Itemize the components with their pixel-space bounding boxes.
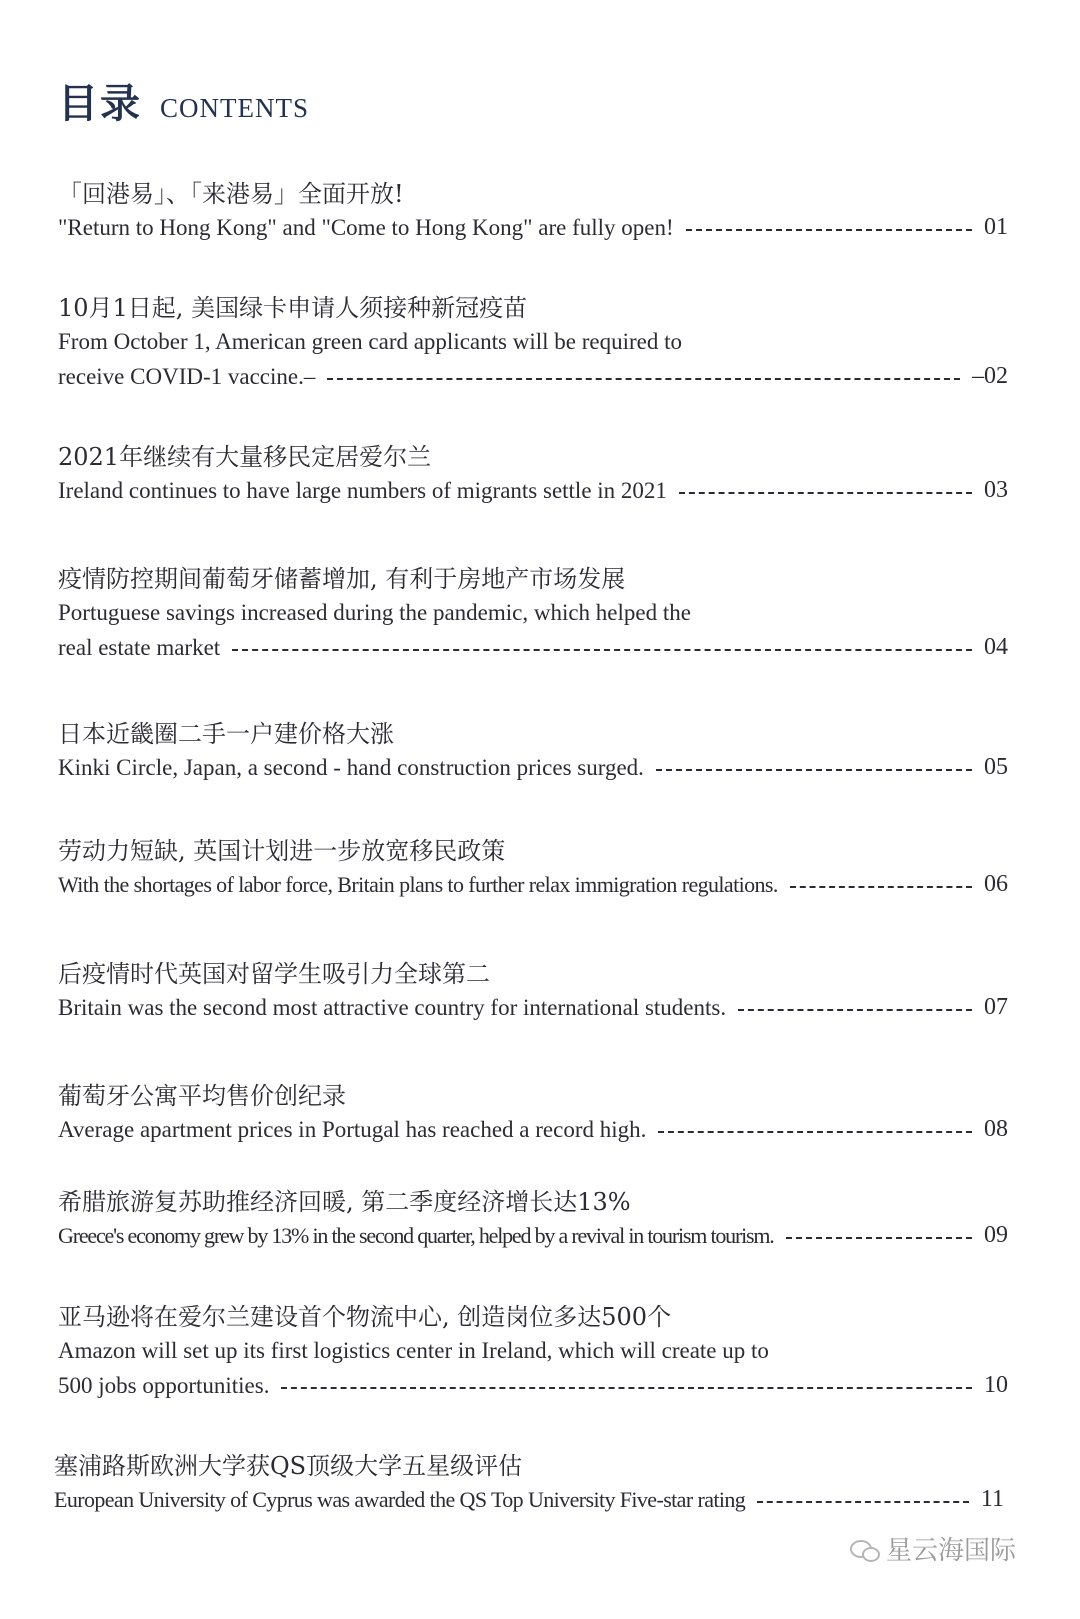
toc-entry-1[interactable] xyxy=(58,178,1008,245)
page-number: 05 xyxy=(984,754,1008,780)
toc-entry-7[interactable] xyxy=(58,958,1008,1025)
entry-title-en: Kinki Circle, Japan, a second - hand construction prices surged. xyxy=(58,755,644,780)
entry-title-zh: 日本近畿圈二手一户建价格大涨 xyxy=(58,720,394,748)
entry-title-en: With the shortages of labor force, Britain plans to further relax immigration regulations. xyxy=(58,872,778,897)
entry-title-en: Portuguese savings increased during the pandemic, which helped the xyxy=(58,600,691,625)
leader-dots xyxy=(281,1387,972,1389)
entry-title-en: Britain was the second most attractive country for international students. xyxy=(58,995,727,1020)
entry-title-zh: 「回港易」、「来港易」全面开放! xyxy=(58,180,404,208)
entry-title-zh: 疫情防控期间葡萄牙储蓄增加, 有利于房地产市场发展 xyxy=(58,565,626,593)
toc-entry-3[interactable] xyxy=(58,441,1008,508)
entry-title-zh: 希腊旅游复苏助推经济回暖, 第二季度经济增长达13% xyxy=(58,1188,631,1216)
leader-dots xyxy=(327,378,960,380)
toc-header xyxy=(58,72,309,129)
entry-title-zh: 后疫情时代英国对留学生吸引力全球第二 xyxy=(58,960,490,988)
leader-dots xyxy=(786,1237,972,1239)
page-number: 03 xyxy=(984,477,1008,503)
entry-title-en-cont: receive COVID-1 vaccine.– xyxy=(58,364,316,389)
leader-dots xyxy=(757,1501,969,1503)
entry-title-zh: 2021年继续有大量移民定居爱尔兰 xyxy=(58,443,432,471)
entry-title-en: Greece's economy grew by 13% in the second quarter, helped by a revival in tourism tourism. xyxy=(58,1223,774,1248)
page-number: 10 xyxy=(984,1372,1008,1398)
toc-entry-11[interactable] xyxy=(54,1450,1004,1517)
entry-title-zh: 塞浦路斯欧洲大学获QS顶级大学五星级评估 xyxy=(54,1452,523,1480)
toc-entry-10[interactable] xyxy=(58,1301,1008,1403)
page-number: 04 xyxy=(984,634,1008,660)
entry-title-en: "Return to Hong Kong" and "Come to Hong Kong" are fully open! xyxy=(58,215,674,240)
entry-title-en: European University of Cyprus was awarded the QS Top University Five-star rating xyxy=(54,1487,746,1512)
entry-title-zh: 劳动力短缺, 英国计划进一步放宽移民政策 xyxy=(58,837,506,865)
entry-title-en: Amazon will set up its first logistics center in Ireland, which will create up to xyxy=(58,1338,769,1363)
page-number: –02 xyxy=(972,363,1008,389)
watermark-text: 星云海国际 xyxy=(885,1536,1016,1566)
entry-title-en: From October 1, American green card applicants will be required to xyxy=(58,329,682,354)
entry-title-zh: 亚马逊将在爱尔兰建设首个物流中心, 创造岗位多达500个 xyxy=(58,1303,672,1331)
leader-dots xyxy=(656,769,972,771)
entry-title-en-cont: 500 jobs opportunities. xyxy=(58,1373,270,1398)
entry-title-zh: 葡萄牙公寓平均售价创纪录 xyxy=(58,1082,346,1110)
entry-title-en-cont: real estate market xyxy=(58,635,221,660)
toc-entry-8[interactable] xyxy=(58,1080,1008,1147)
entry-title-en: Average apartment prices in Portugal has reached a record high. xyxy=(58,1117,647,1142)
leader-dots xyxy=(232,649,972,651)
page-number: 11 xyxy=(980,1486,1004,1512)
watermark xyxy=(850,1530,1016,1567)
leader-dots xyxy=(790,886,972,888)
page-number: 09 xyxy=(984,1222,1008,1248)
leader-dots xyxy=(658,1131,972,1133)
leader-dots xyxy=(686,229,972,231)
leader-dots xyxy=(738,1009,972,1011)
entry-title-en: Ireland continues to have large numbers of migrants settle in 2021 xyxy=(58,478,667,503)
toc-entry-5[interactable] xyxy=(58,718,1008,785)
toc-entry-2[interactable] xyxy=(58,292,1008,394)
page-title: 目录 xyxy=(58,80,142,127)
leader-dots xyxy=(679,492,972,494)
page-number: 06 xyxy=(984,871,1008,897)
toc-entry-4[interactable] xyxy=(58,563,1008,665)
entry-title-zh: 10月1日起, 美国绿卡申请人须接种新冠疫苗 xyxy=(58,294,528,322)
wechat-icon xyxy=(850,1538,880,1560)
toc-entry-6[interactable] xyxy=(58,835,1008,902)
page-number: 07 xyxy=(984,994,1008,1020)
toc-entry-9[interactable] xyxy=(58,1186,1008,1253)
page-title-en: CONTENTS xyxy=(160,93,309,123)
page-number: 08 xyxy=(984,1116,1008,1142)
page-number: 01 xyxy=(984,214,1008,240)
